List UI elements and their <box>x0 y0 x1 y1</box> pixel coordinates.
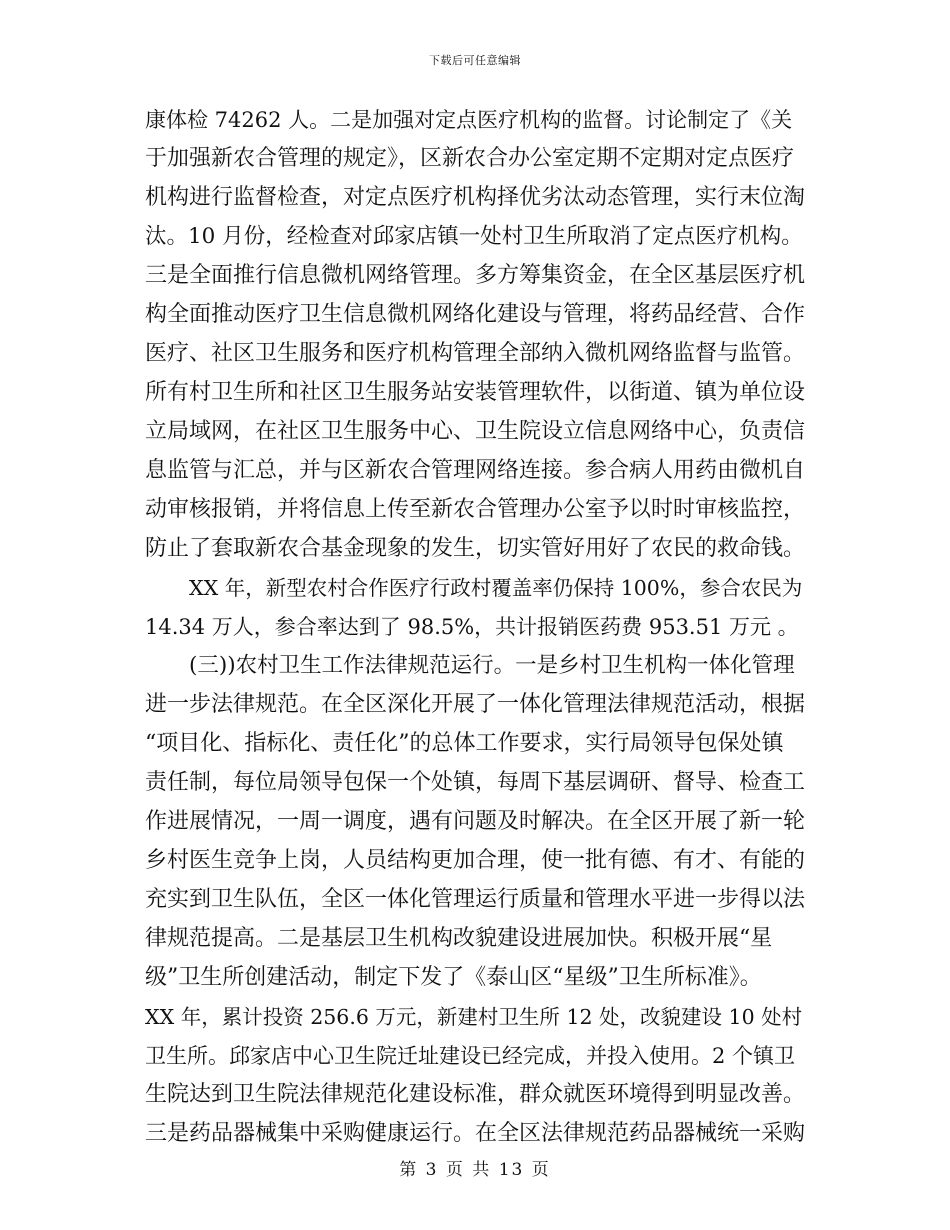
text-line: 息监管与汇总，并与区新农合管理网络连接。参合病人用药由微机自 <box>145 458 806 483</box>
text-line: “项目化、指标化、责任化”的总体工作要求，实行局领导包保处镇 <box>145 731 784 756</box>
text-line: 所有村卫生所和社区卫生服务站安装管理软件，以街道、镇为单位设 <box>145 380 806 405</box>
text-line: 构全面推动医疗卫生信息微机网络化建设与管理，将药品经营、合作 <box>145 302 806 327</box>
text-line: 于加强新农合管理的规定》，区新农合办公室定期不定期对定点医疗 <box>145 146 795 171</box>
text-line: 律规范提高。二是基层卫生机构改貌建设进展加快。积极开展“星 <box>145 926 773 951</box>
text-line: 医疗、社区卫生服务和医疗机构管理全部纳入微机网络监督与监管。 <box>145 341 806 366</box>
text-line: 动审核报销，并将信息上传至新农合管理办公室予以时时审核监控， <box>145 497 806 522</box>
section-heading-line: (三))农村卫生工作法律规范运行。一是乡村卫生机构一体化管理 <box>189 653 795 678</box>
text-line: 三是药品器械集中采购健康运行。在全区法律规范药品器械统一采购 <box>145 1121 806 1146</box>
paragraph-start-line: XX 年，新型农村合作医疗行政村覆盖率仍保持 100%，参合农民为 <box>189 576 803 600</box>
text-line: 卫生所。邱家店中心卫生院迁址建设已经完成，并投入使用。2 个镇卫 <box>145 1044 796 1068</box>
text-line: 生院达到卫生院法律规范化建设标准，群众就医环境得到明显改善。 <box>145 1082 806 1107</box>
text-line: 作进展情况，一周一调度，遇有问题及时解决。在全区开展了新一轮 <box>145 809 806 834</box>
text-line: 进一步法律规范。在全区深化开展了一体化管理法律规范活动，根据 <box>145 692 806 717</box>
text-line: 充实到卫生队伍，全区一体化管理运行质量和管理水平进一步得以法 <box>145 887 806 912</box>
text-line: XX 年，累计投资 256.6 万元，新建村卫生所 12 处，改貌建设 10 处村 <box>145 1005 803 1029</box>
text-line: 三是全面推行信息微机网络管理。多方筹集资金，在全区基层医疗机 <box>145 263 806 288</box>
text-line: 康体检 74262 人。二是加强对定点医疗机构的监督。讨论制定了《关 <box>145 108 793 132</box>
text-line: 汰。10 月份，经检查对邱家店镇一处村卫生所取消了定点医疗机构。 <box>145 224 803 249</box>
text-line: 防止了套取新农合基金现象的发生，切实管好用好了农民的救命钱。 <box>145 536 806 561</box>
page-header: 下载后可任意编辑 <box>429 54 521 67</box>
page-number-footer: 第 3 页 共 13 页 <box>399 1160 551 1180</box>
text-line: 级”卫生所创建活动，制定下发了《泰山区“星级”卫生所标准》。 <box>145 965 762 990</box>
text-line: 责任制，每位局领导包保一个处镇，每周下基层调研、督导、检查工 <box>145 770 806 795</box>
text-line: 机构进行监督检查，对定点医疗机构择优劣汰动态管理，实行末位淘 <box>145 185 806 210</box>
text-line: 立局域网，在社区卫生服务中心、卫生院设立信息网络中心，负责信 <box>145 419 806 444</box>
text-line: 乡村医生竞争上岗，人员结构更加合理，使一批有德、有才、有能的 <box>145 848 806 873</box>
text-line: 14.34 万人，参合率达到了 98.5%，共计报销医药费 953.51 万元 。 <box>145 615 799 639</box>
